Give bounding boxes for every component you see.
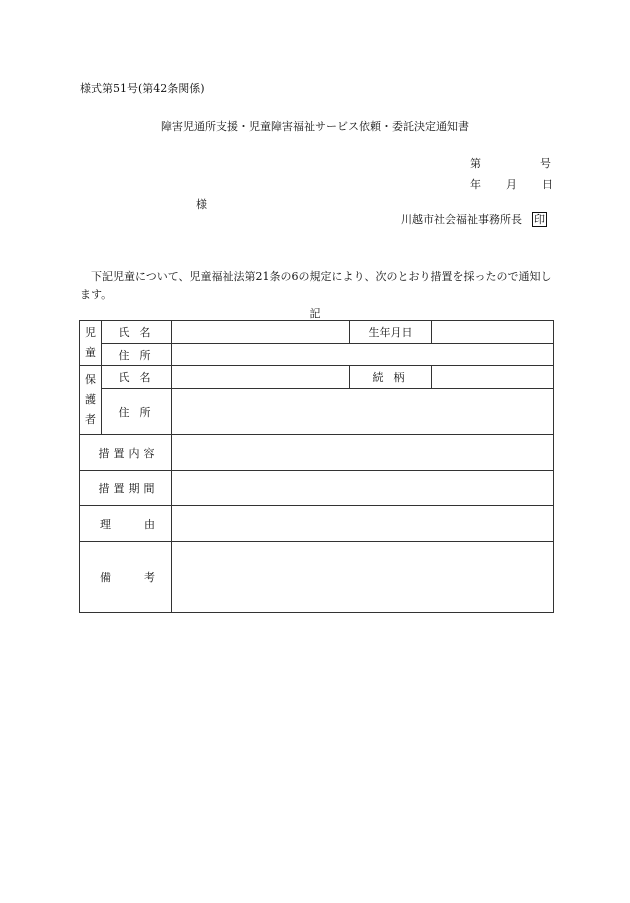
remarks-label: [80, 542, 172, 613]
seal-mark: 印: [534, 213, 545, 226]
measure-period-field[interactable]: [172, 471, 554, 506]
issuer-name: 川越市社会福祉事務所長: [401, 213, 522, 226]
notice-table: [79, 320, 554, 613]
reason-label: [80, 506, 172, 542]
guardian-name-field[interactable]: [172, 366, 350, 389]
guardian-address-label: 住所: [102, 389, 172, 435]
guardian-name-label: 氏名: [102, 366, 172, 389]
document-title: 障害児通所支援・児童障害福祉サービス依頼・委託決定通知書: [161, 120, 469, 133]
remarks-row: [80, 542, 554, 613]
measure-content-row: [80, 435, 554, 471]
measure-period-label: 措置期間: [80, 471, 172, 506]
child-group-label: [80, 321, 102, 366]
relation-label: 続柄: [350, 366, 432, 389]
guardian-address-row: [80, 389, 554, 435]
reason-label-2: 由: [144, 517, 155, 531]
measure-period-row: [80, 471, 554, 506]
document-number-line: [470, 155, 551, 171]
measure-content-field[interactable]: [172, 435, 554, 471]
issuer-line: [401, 211, 547, 227]
child-name-field[interactable]: [172, 321, 350, 344]
child-name-row: [80, 321, 554, 344]
remarks-label-1: 備: [100, 571, 111, 584]
record-label: 記: [309, 307, 321, 320]
child-address-field[interactable]: [172, 344, 554, 366]
reason-field[interactable]: [172, 506, 554, 542]
measure-content-label: 措置内容: [80, 435, 172, 471]
remarks-label-2: 考: [144, 571, 155, 584]
guardian-name-row: [80, 366, 554, 389]
remarks-field[interactable]: [172, 542, 554, 613]
reason-label-1: 理: [100, 517, 111, 531]
body-text-content: 下記児童について、児童福祉法第21条の6の規定により、次のとおり措置を採ったので通知します。: [80, 270, 552, 301]
guardian-group-text: 保 護 者: [85, 373, 96, 426]
child-address-row: [80, 344, 554, 366]
year-label: 年: [470, 178, 481, 191]
body-text: [80, 268, 552, 304]
addressee-suffix: 様: [196, 198, 207, 211]
birthdate-field[interactable]: [432, 321, 554, 344]
relation-field[interactable]: [432, 366, 554, 389]
month-label: 月: [506, 178, 517, 191]
guardian-address-field[interactable]: [172, 389, 554, 435]
reason-row: [80, 506, 554, 542]
birthdate-label: 生年月日: [350, 321, 432, 344]
day-label: 日: [542, 178, 553, 191]
number-prefix: 第: [470, 157, 481, 170]
form-number: 様式第51号(第42条関係): [80, 82, 205, 95]
child-address-label: 住所: [102, 344, 172, 366]
child-name-label: 氏名: [102, 321, 172, 344]
number-suffix: 号: [540, 157, 551, 170]
guardian-group-label: [80, 366, 102, 435]
child-group-text: 児 童: [85, 326, 96, 359]
